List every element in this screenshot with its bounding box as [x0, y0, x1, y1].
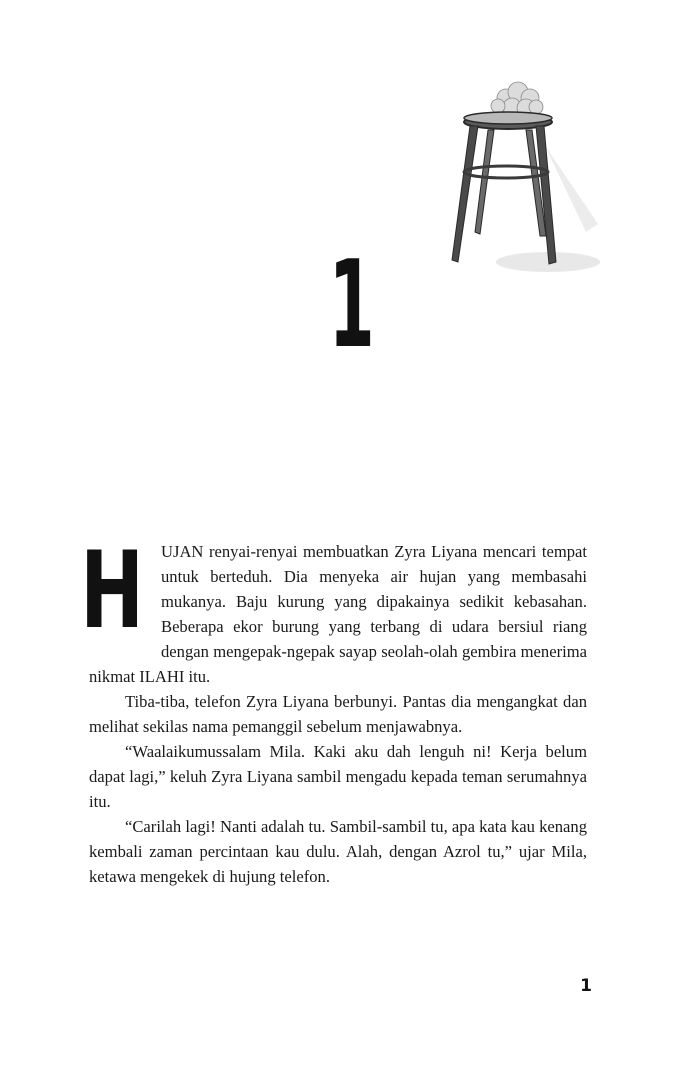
stool-with-flower-bouquet-icon — [436, 74, 606, 284]
paragraph-4: “Carilah lagi! Nanti adalah tu. Sambil-sambil tu, apa kata kau kenang kembali zaman percintaan kau dulu. Alah, dengan Azrol tu,” ujar Mila, ketawa mengekek di hujung telefon. — [89, 817, 587, 886]
paragraph-2: Tiba-tiba, telefon Zyra Liyana berbunyi. Pantas dia mengangkat dan melihat sekilas nama pemanggil sebelum menjawabnya. — [89, 692, 587, 736]
stool — [452, 112, 556, 264]
paragraph-1 — [80, 529, 587, 689]
page-number: 1 — [580, 976, 592, 996]
chapter-body — [80, 529, 587, 889]
chapter-number: 1 — [328, 236, 375, 375]
paragraph-1-text: UJAN renyai-renyai membuatkan Zyra Liyana mencari tempat untuk berteduh. Dia menyeka air hujan yang membasahi mukanya. Baju kurung yang dipakainya sedikit kebasahan. Beberapa ekor burung yang terbang di udara bersiul riang dengan mengepak-ngepak sayap seolah-olah gembira menerima nikmat ILAHI itu. — [89, 542, 587, 686]
paragraph-3: “Waalaikumussalam Mila. Kaki aku dah lenguh ni! Kerja belum dapat lagi,” keluh Zyra Liyana sambil mengadu kepada teman serumahnya itu. — [89, 742, 587, 811]
drop-cap: H — [80, 529, 144, 652]
